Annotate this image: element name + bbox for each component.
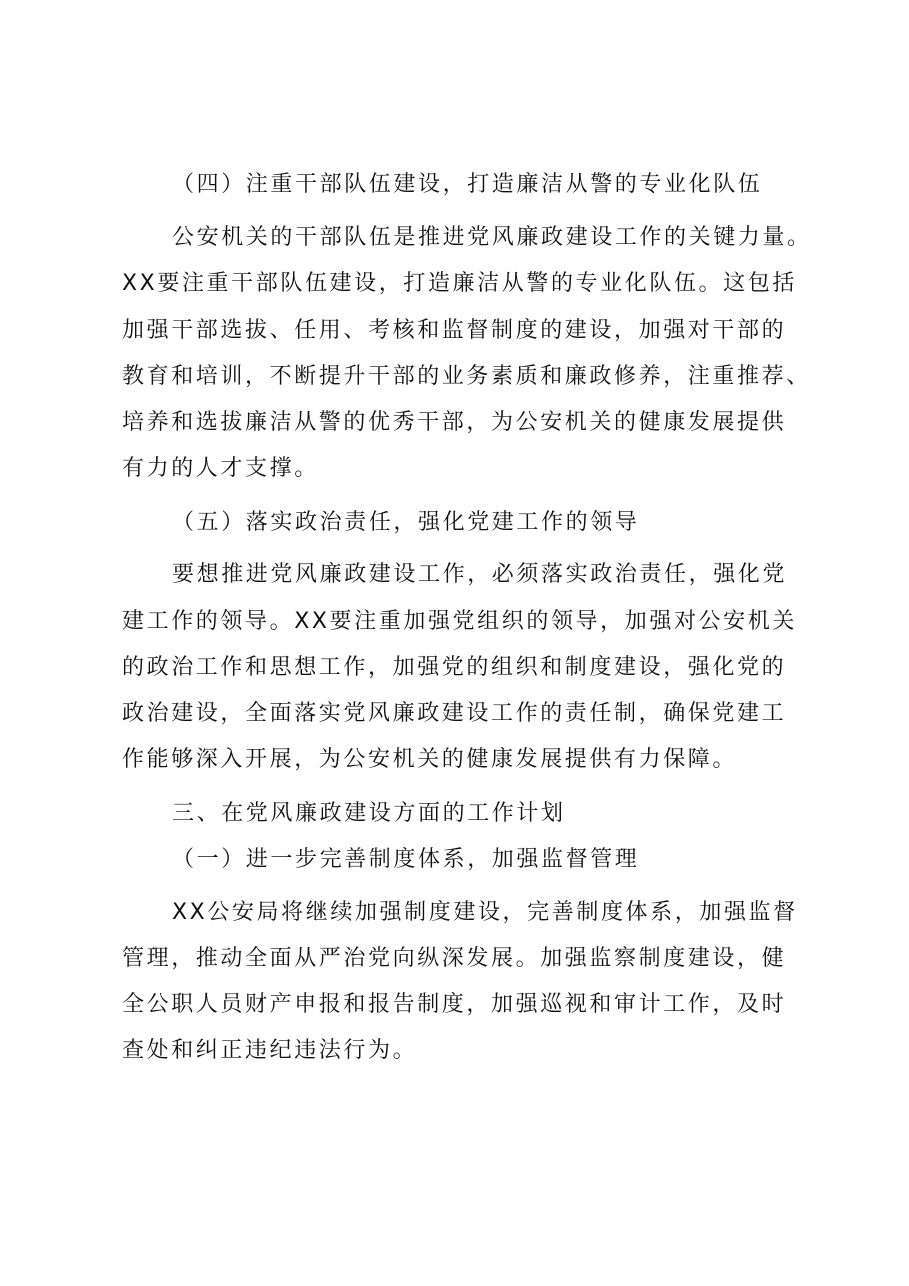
paragraph-line: 管理，推动全面从严治党向纵深发展。加强监察制度建设，健 bbox=[122, 946, 787, 971]
paragraph-line: XX要注重干部队伍建设，打造廉洁从警的专业化队伍。这包括 bbox=[122, 271, 797, 296]
paragraph-line: 有力的人才支撑。 bbox=[122, 456, 319, 481]
paragraph-line: 全公职人员财产申报和报告制度，加强巡视和审计工作，及时 bbox=[122, 992, 787, 1017]
paragraph-line: 教育和培训，不断提升干部的业务素质和廉政修养，注重推荐、 bbox=[122, 364, 811, 389]
section-heading-3: 三、在党风廉政建设方面的工作计划 bbox=[172, 801, 566, 826]
section-heading-5: （五）落实政治责任，强化党建工作的领导 bbox=[172, 510, 640, 535]
paragraph-line: XX公安局将继续加强制度建设，完善制度体系，加强监督 bbox=[172, 900, 798, 925]
paragraph-line: 公安机关的干部队伍是推进党风廉政建设工作的关键力量。 bbox=[172, 225, 812, 250]
paragraph-line: 建工作的领导。XX要注重加强党组织的领导，加强对公安机关 bbox=[122, 609, 797, 634]
paragraph-line: 加强干部选拔、任用、考核和监督制度的建设，加强对干部的 bbox=[122, 318, 787, 343]
paragraph-line: 的政治工作和思想工作，加强党的组织和制度建设，强化党的 bbox=[122, 655, 787, 680]
section-heading-4: （四）注重干部队伍建设，打造廉洁从警的专业化队伍 bbox=[172, 172, 763, 197]
paragraph-line: 政治建设，全面落实党风廉政建设工作的责任制，确保党建工 bbox=[122, 701, 787, 726]
paragraph-line: 作能够深入开展，为公安机关的健康发展提供有力保障。 bbox=[122, 747, 738, 772]
paragraph-line: 培养和选拔廉洁从警的优秀干部，为公安机关的健康发展提供 bbox=[122, 410, 787, 435]
paragraph-line: 要想推进党风廉政建设工作，必须落实政治责任，强化党 bbox=[172, 562, 788, 587]
subsection-heading-1: （一）进一步完善制度体系，加强监督管理 bbox=[172, 847, 640, 872]
paragraph-line: 查处和纠正违纪违法行为。 bbox=[122, 1038, 418, 1063]
